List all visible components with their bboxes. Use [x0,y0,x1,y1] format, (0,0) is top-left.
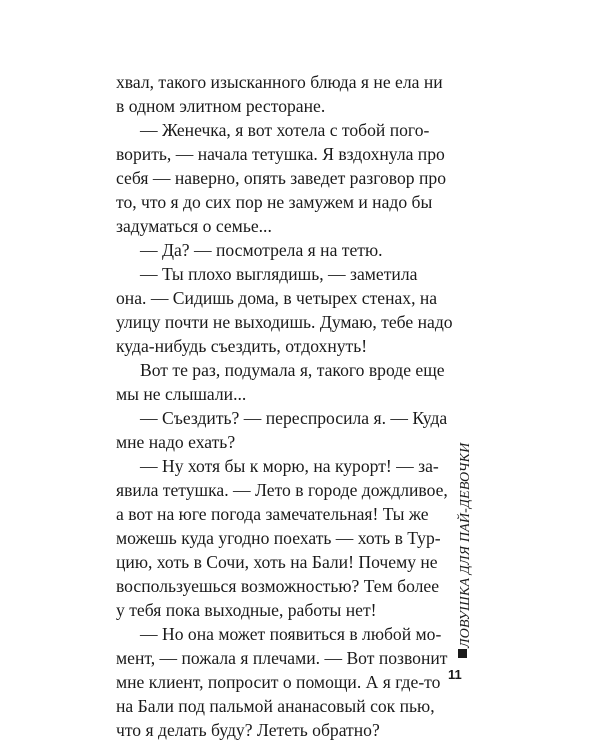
text-line: — Женечка, я вот хотела с тобой пого- [140,120,430,140]
text-line: явила тетушка. — Лето в городе дождливое, [116,480,448,500]
text-line: — Съездить? — переспросила я. — Куда [140,408,448,428]
text-line: — Да? — посмотрела я на тетю. [140,240,383,260]
text-line: — Ты плохо выглядишь, — заметила [140,264,418,284]
text-line: задуматься о семье... [116,216,272,236]
text-line: — Но она может появиться в любой мо- [140,624,442,644]
text-line: у тебя пока выходные, работы нет! [116,600,377,620]
text-line: то, что я до сих пор не замужем и надо бы [116,192,433,212]
text-line: — Ну хотя бы к морю, на курорт! — за- [140,456,439,476]
text-line: мне клиент, попросит о помощи. А я где-то [116,672,441,692]
text-line: в одном элитном ресторане. [116,96,326,116]
text-line: улицу почти не выходишь. Думаю, тебе надо [116,312,453,332]
text-line: хвал, такого изысканного блюда я не ела ни [116,72,443,92]
text-line: мы не слышали... [116,384,247,404]
text-line: а вот на юге погода замечательная! Ты же [116,504,429,524]
text-line: мне надо ехать? [116,432,236,452]
text-line: Вот те раз, подумала я, такого вроде еще [140,360,445,380]
running-title: ЛОВУШКА ДЛЯ ПАЙ-ДЕВОЧКИ [458,442,473,648]
square-marker-icon [458,649,467,658]
text-line: она. — Сидишь дома, в четырех стенах, на [116,288,438,308]
text-line: цию, хоть в Сочи, хоть на Бали! Почему не [116,552,438,572]
text-line: что я делать буду? Лететь обратно? [116,720,380,740]
text-line: мент, — пожала я плечами. — Вот позвонит [116,648,448,668]
text-line: на Бали под пальмой ананасовый сок пью, [116,696,435,716]
text-line: куда-нибудь съездить, отдохнуть! [116,336,368,356]
text-line: можешь куда угодно поехать — хоть в Тур- [116,528,441,548]
page-number: 11 [448,667,462,682]
text-line: воспользуешься возможностью? Тем более [116,576,440,596]
text-line: себя — наверно, опять заведет разговор про [116,168,446,188]
text-line: ворить, — начала тетушка. Я вздохнула про [116,144,445,164]
